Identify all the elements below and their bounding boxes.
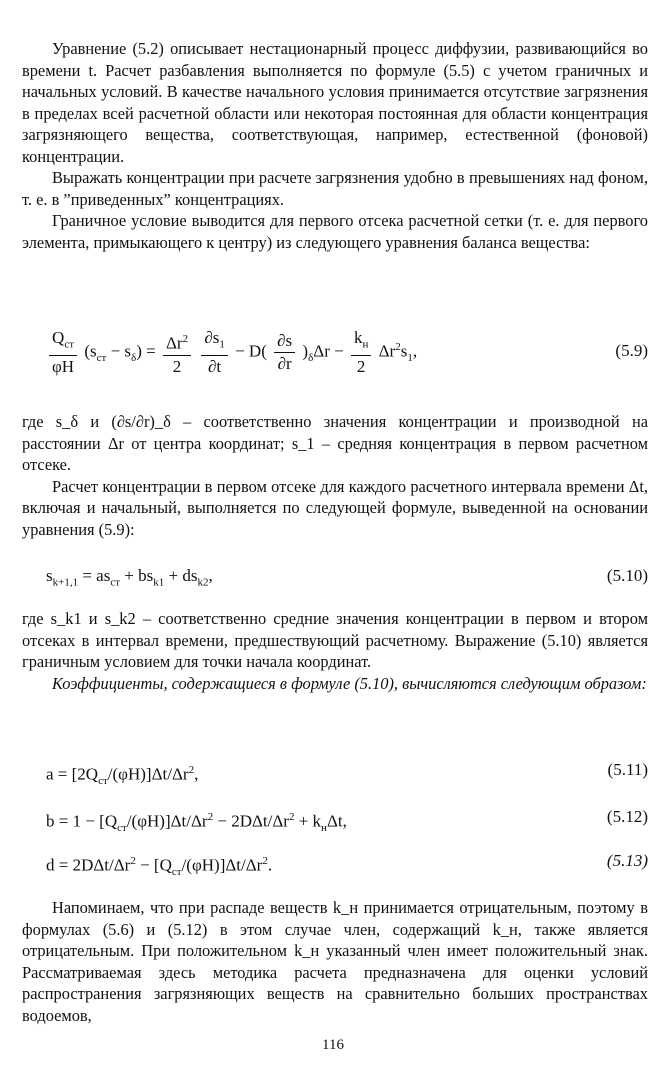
equation-number-5-9: (5.9) (615, 341, 648, 360)
equation-5-9: $\frac{Q_{ст}}{\varphi H}$ $(s_{ст} - s_\delta)$ = $\frac{\Delta r^2}{2}$ $\frac{\partial s_1}{\partial t}$ − D( $\frac{\partial s}{\partial r}$ )$_\delta\Delta r$ − $\frac{k_н}{2}$ $\Delta r^2s_1$, (5.9) (46, 328, 648, 377)
paragraph-1: Уравнение (5.2) описывает нестационарный процесс диффузии, развивающийся во времени t. Расчет разбавления выполняется по формуле (5.5) с учетом граничных и начальных условий. В качестве начального условия принимается отсутствие загрязнения в пределах всей расчетной области или некоторая постоянная для области концентрация загрязняющего вещества, соответствующая, например, естественной (фоновой) концентрации. (22, 39, 648, 166)
paragraph-4: где s_δ и (∂s/∂r)_δ – соответственно значения концентрации и производной на расстоянии Δr от центра координат; s_1 – средняя концентрация в первом расчетном отсеке. (22, 412, 648, 474)
text-block-coefficients (22, 608, 648, 694)
paragraph-2: Выражать концентрации при расчете загрязнения удобно в превышениях над фоном, т. е. в ”приведенных” концентрациях. (22, 168, 648, 209)
paragraph-5: Расчет концентрации в первом отсеке для каждого расчетного интервала времени Δt, включая и начальный, выполняется по следующей формуле, выведенной на основании уравнения (5.9): (22, 476, 648, 539)
equation-number-5-12: (5.12) (606, 807, 648, 826)
paragraph-8: Напоминаем, что при распаде веществ k_н принимается отрицательным, поэтому в формулах (5.6) и (5.12) в этом случае член, содержащий k_н, также является отрицательным. При положительном k_н указанный член имеет положительный знак. Рассматриваемая здесь методика расчета предназначена для оценки условий распространения загрязняющих веществ на сравнительно больших пространствах водоемов, (22, 898, 648, 1025)
equation-5-10: $s_{k+1,1} = as_{ст} + bs_{k1} + ds_{k2}$, (5.10) (46, 566, 648, 589)
equation-number-5-11: (5.11) (607, 760, 648, 779)
text-block-middle (22, 411, 648, 540)
equation-number-5-13: (5.13) (606, 851, 648, 870)
equation-5-13: $d = 2D\Delta t/\Delta r^2 - [Q_{ст}/(\varphi H)]\Delta t/\Delta r^2$. (5.13) (46, 851, 648, 879)
paragraph-7: Коэффициенты, содержащиеся в формуле (5.10), вычисляются следующим образом: (52, 673, 647, 693)
paragraph-6: где s_k1 и s_k2 – соответственно средние значения концентрации в первом и втором отсеках в интервал времени, предшествующий расчетному. Выражение (5.10) является граничным условием для точки начала координат. (22, 609, 648, 671)
equation-number-5-10: (5.10) (606, 566, 648, 585)
equation-5-12: $b = 1 - [Q_{ст}/(\varphi H)]\Delta t/\Delta r^2 - 2D\Delta t/\Delta r^2 + k_н\Delta t$, (5.12) (46, 807, 648, 835)
page-number: 116 (322, 1037, 344, 1053)
text-block-bottom (22, 897, 648, 1026)
paragraph-3: Граничное условие выводится для первого отсека расчетной сетки (т. е. для первого элемента, примыкающего к центру) из следующего уравнения баланса вещества: (22, 211, 648, 252)
text-block-top (22, 38, 648, 253)
equation-5-11: $a = [2Q_{ст}/(\varphi H)]\Delta t/\Delta r^2$, (5.11) (46, 760, 648, 788)
